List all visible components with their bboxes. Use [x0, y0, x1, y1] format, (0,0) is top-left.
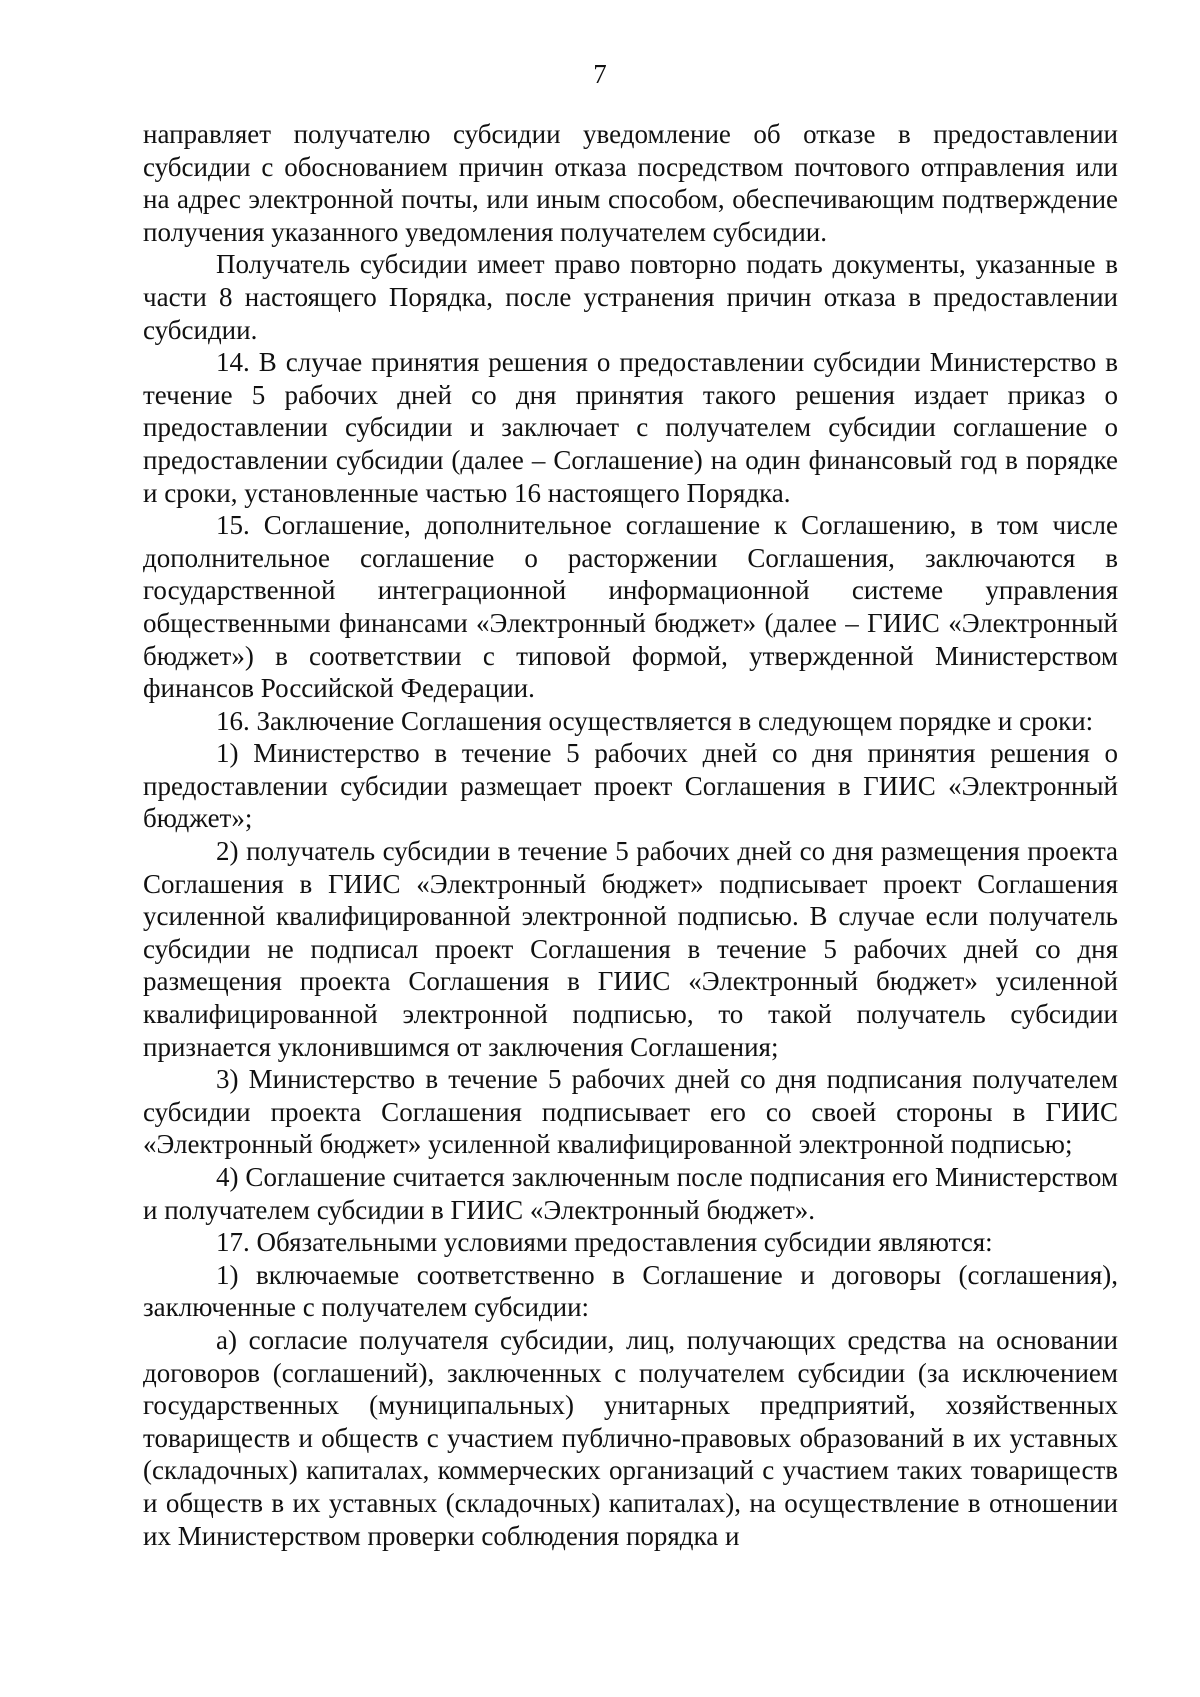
paragraph-16-item-3: 3) Министерство в течение 5 рабочих дней со дня подписания получателем субсидии проекта Соглашения подписывает его со своей стороны в ГИИС «Электронный бюджет» усиленной квалифицированной электронной подписью;: [143, 1064, 1118, 1160]
paragraph-16-item-2: 2) получатель субсидии в течение 5 рабочих дней со дня размещения проекта Соглашения в ГИИС «Электронный бюджет» подписывает проект Соглашения усиленной квалифицированной электронной подписью. В случае если получатель субсидии не подписал проект Соглашения в течение 5 рабочих дней со дня размещения проекта Соглашения в ГИИС «Электронный бюджет» усиленной квалифицированной электронной подписью, то такой получатель субсидии признается уклонившимся от заключения Соглашения;: [143, 836, 1118, 1062]
paragraph-16-item-1: 1) Министерство в течение 5 рабочих дней со дня принятия решения о предоставлении субсидии размещает проект Соглашения в ГИИС «Электронный бюджет»;: [143, 738, 1118, 834]
paragraph-17-item-1: 1) включаемые соответственно в Соглашение и договоры (соглашения), заключенные с получателем субсидии:: [143, 1259, 1118, 1323]
paragraph-15: 15. Соглашение, дополнительное соглашение к Соглашению, в том числе дополнительное соглашение о расторжении Соглашения, заключаются в государственной интеграционной информационной системе управления общественными финансами «Электронный бюджет» (далее – ГИИС «Электронный бюджет») в соответствии с типовой формой, утвержденной Министерством финансов Российской Федерации.: [143, 510, 1118, 704]
paragraph-16: 16. Заключение Соглашения осуществляется в следующем порядке и сроки:: [216, 705, 1094, 736]
page-number: 7: [593, 59, 607, 89]
paragraph-17-item-1a: а) согласие получателя субсидии, лиц, получающих средства на основании договоров (соглашений), заключенных с получателем субсидии (за исключением государственных (муниципальных) унитарных предприятий, хозяйственных товариществ и обществ с участием публично-правовых образований в их уставных (складочных) капиталах, коммерческих организаций с участием таких товариществ и обществ в их уставных (складочных) капиталах), на осуществление в отношении их Министерством проверки соблюдения порядка и: [143, 1324, 1118, 1551]
document-body: [143, 118, 1118, 1552]
paragraph-14: 14. В случае принятия решения о предоставлении субсидии Министерство в течение 5 рабочих дней со дня принятия такого решения издает приказ о предоставлении субсидии и заключает с получателем субсидии соглашение о предоставлении субсидии (далее – Соглашение) на один финансовый год в порядке и сроки, установленные частью 16 настоящего Порядка.: [143, 347, 1118, 508]
paragraph-17: 17. Обязательными условиями предоставления субсидии являются:: [216, 1227, 993, 1258]
paragraph-16-item-4: 4) Соглашение считается заключенным после подписания его Министерством и получателем субсидии в ГИИС «Электронный бюджет».: [143, 1162, 1118, 1225]
paragraph-continuation: направляет получателю субсидии уведомление об отказе в предоставлении субсидии с обоснованием причин отказа посредством почтового отправления или на адрес электронной почты, или иным способом, обеспечивающим подтверждение получения указанного уведомления получателем субсидии.: [143, 119, 1118, 247]
paragraph-resubmission: Получатель субсидии имеет право повторно подать документы, указанные в части 8 настоящего Порядка, после устранения причин отказа в предоставлении субсидии.: [143, 249, 1118, 345]
